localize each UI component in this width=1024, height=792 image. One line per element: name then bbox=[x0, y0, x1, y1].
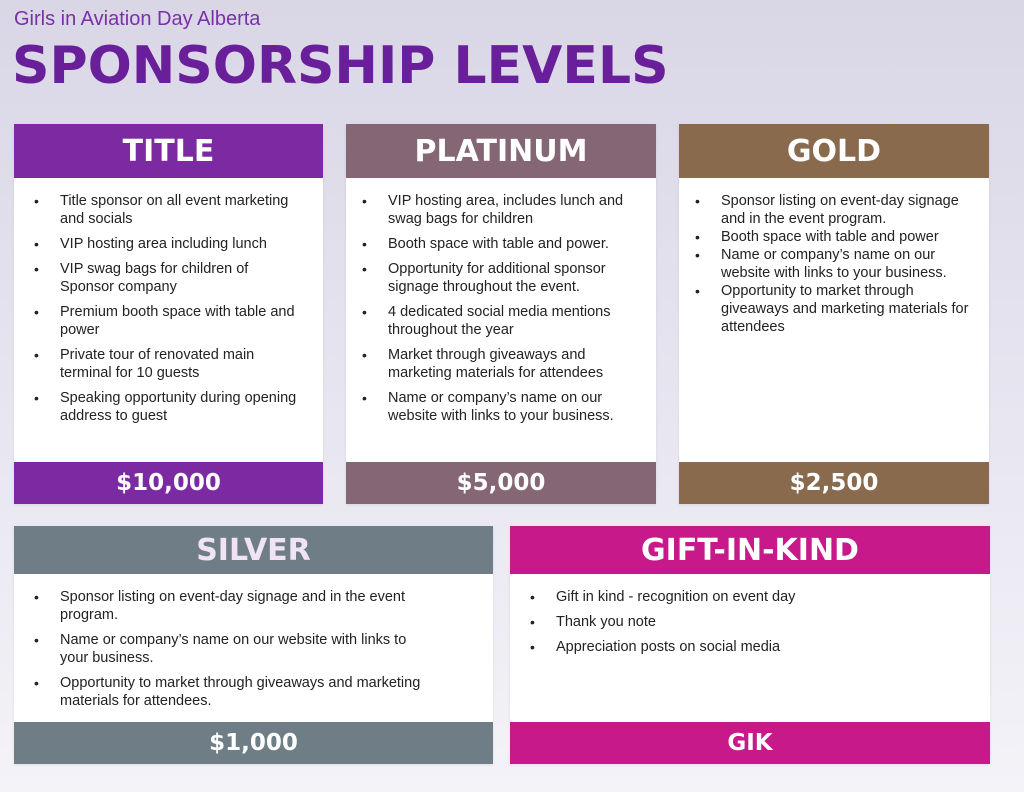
benefit-item: • Opportunity for additional sponsor signage throughout the event. bbox=[362, 260, 638, 296]
benefits-list bbox=[510, 574, 990, 663]
level-name: PLATINUM bbox=[346, 124, 656, 178]
level-name: SILVER bbox=[14, 526, 493, 574]
benefit-item: • VIP swag bags for children of Sponsor company bbox=[34, 260, 305, 296]
benefit-item: • Title sponsor on all event marketing and socials bbox=[34, 192, 305, 228]
benefit-item: • Booth space with table and power. bbox=[362, 235, 638, 253]
benefit-item: • Sponsor listing on event-day signage and in the event program. bbox=[695, 192, 971, 228]
level-price: GIK bbox=[510, 722, 990, 764]
benefit-item: • Private tour of renovated main terminal for 10 guests bbox=[34, 346, 305, 382]
benefit-item: • Name or company’s name on our website with links to your business. bbox=[34, 631, 433, 667]
benefit-item: • Opportunity to market through giveaways and marketing materials for attendees. bbox=[34, 674, 433, 710]
level-price: $5,000 bbox=[346, 462, 656, 504]
benefit-item: • VIP hosting area, includes lunch and swag bags for children bbox=[362, 192, 638, 228]
level-card-silver bbox=[14, 526, 493, 764]
level-card-title bbox=[14, 124, 323, 504]
benefit-item: • Name or company’s name on our website with links to your business. bbox=[695, 246, 971, 282]
event-subtitle: Girls in Aviation Day Alberta bbox=[14, 8, 261, 30]
benefit-item: • Name or company’s name on our website with links to your business. bbox=[362, 389, 638, 425]
page-title: SPONSORSHIP LEVELS bbox=[12, 36, 669, 96]
benefit-item: • Premium booth space with table and power bbox=[34, 303, 305, 339]
benefit-item: • Gift in kind - recognition on event day bbox=[530, 588, 972, 606]
benefit-item: • Thank you note bbox=[530, 613, 972, 631]
level-price: $1,000 bbox=[14, 722, 493, 764]
benefits-list bbox=[346, 178, 656, 432]
level-card-gift-in-kind bbox=[510, 526, 990, 764]
level-price: $2,500 bbox=[679, 462, 989, 504]
benefits-list bbox=[14, 574, 493, 717]
benefits-list bbox=[679, 178, 989, 336]
benefit-item: • Sponsor listing on event-day signage and in the event program. bbox=[34, 588, 433, 624]
benefit-item: • Appreciation posts on social media bbox=[530, 638, 972, 656]
benefit-item: • Opportunity to market through giveaways and marketing materials for attendees bbox=[695, 282, 971, 336]
benefits-list bbox=[14, 178, 323, 432]
level-name: TITLE bbox=[14, 124, 323, 178]
benefit-item: • VIP hosting area including lunch bbox=[34, 235, 305, 253]
level-name: GOLD bbox=[679, 124, 989, 178]
level-card-platinum bbox=[346, 124, 656, 504]
benefit-item: • 4 dedicated social media mentions throughout the year bbox=[362, 303, 638, 339]
benefit-item: • Speaking opportunity during opening address to guest bbox=[34, 389, 305, 425]
benefit-item: • Market through giveaways and marketing materials for attendees bbox=[362, 346, 638, 382]
level-name: GIFT-IN-KIND bbox=[510, 526, 990, 574]
benefit-item: • Booth space with table and power bbox=[695, 228, 971, 246]
level-card-gold bbox=[679, 124, 989, 504]
level-price: $10,000 bbox=[14, 462, 323, 504]
